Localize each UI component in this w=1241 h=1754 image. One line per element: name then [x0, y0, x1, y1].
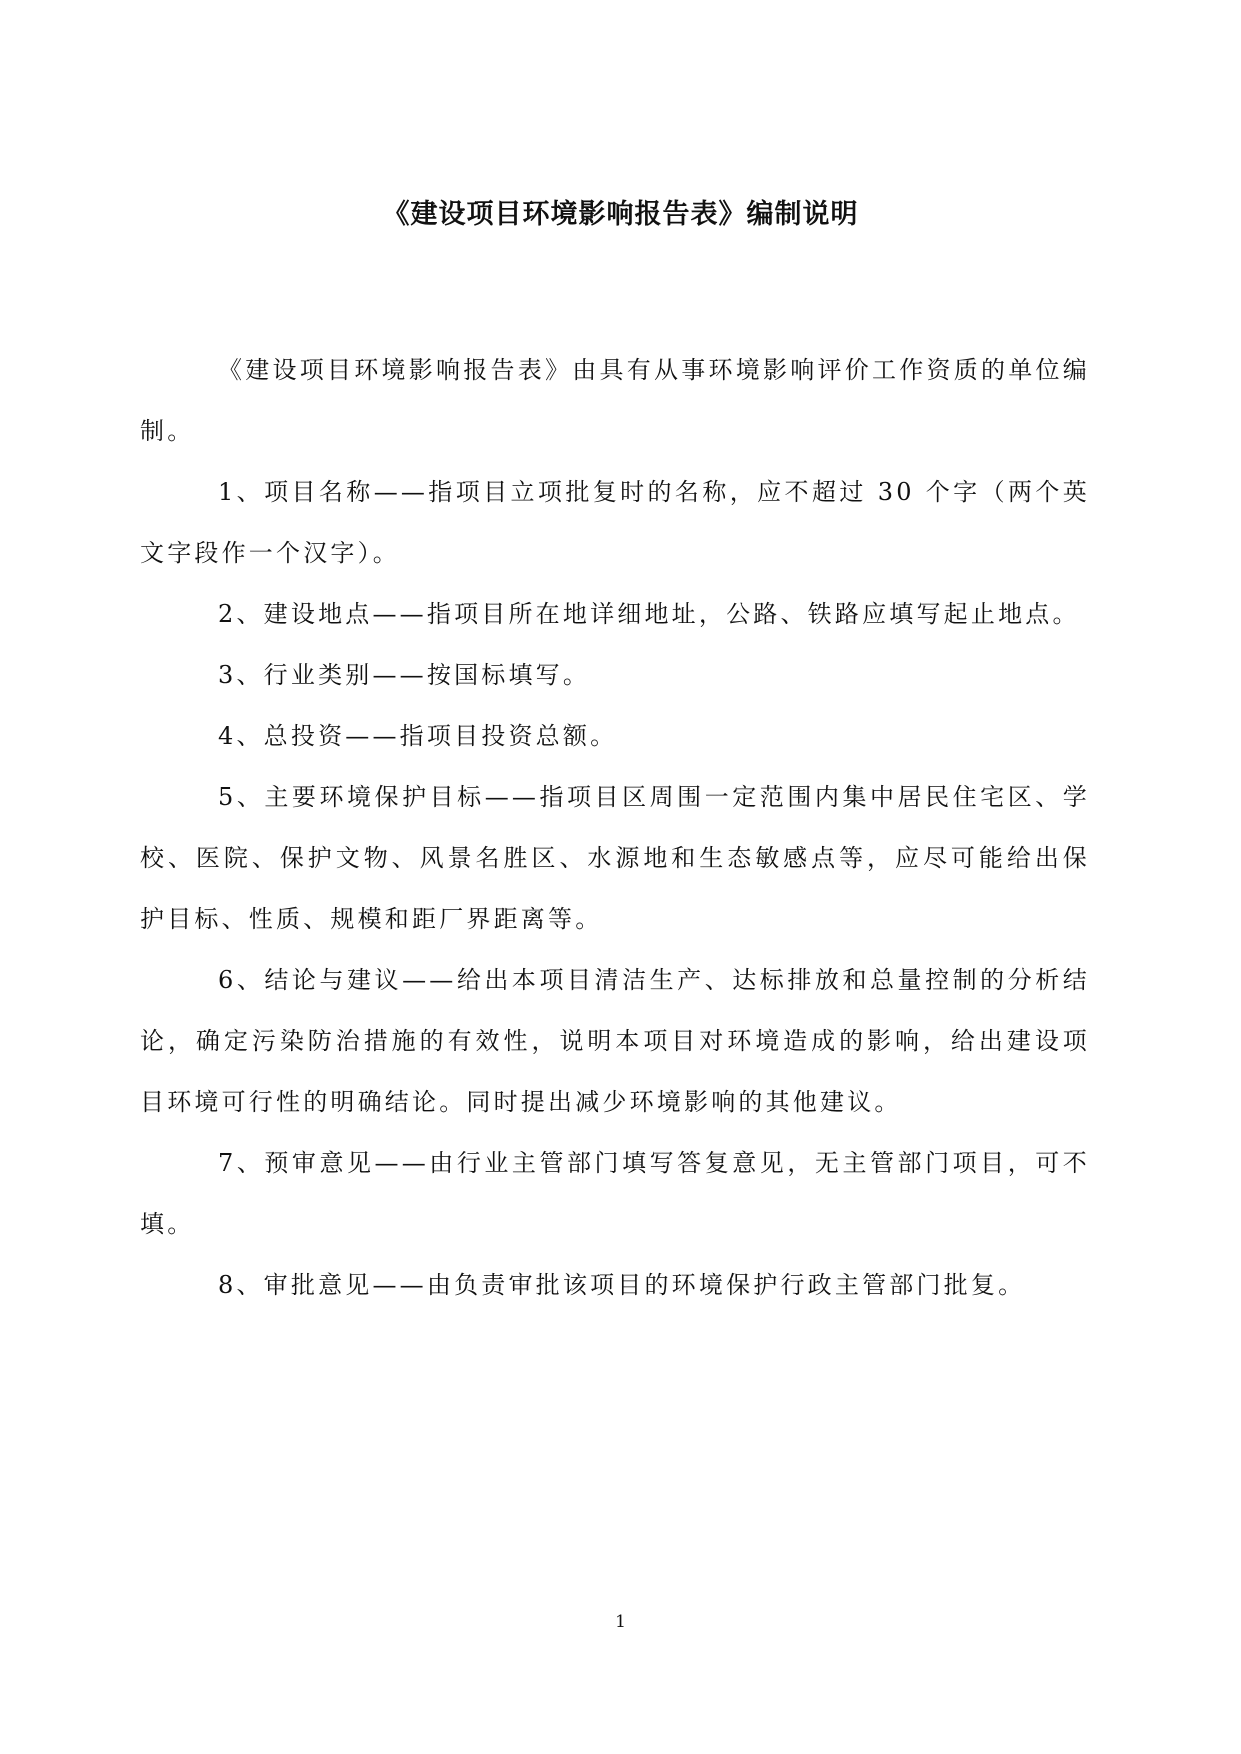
item-project-name: 1、项目名称——指项目立项批复时的名称，应不超过 30 个字（两个英文字段作一个汉字）。	[140, 478, 1090, 567]
item-conclusions: 6、结论与建议——给出本项目清洁生产、达标排放和总量控制的分析结论，确定污染防治措施的有效性，说明本项目对环境造成的影响，给出建设项目环境可行性的明确结论。同时提出减少环境影响的其他建议。	[140, 966, 1090, 1116]
intro-paragraph: 《建设项目环境影响报告表》由具有从事环境影响评价工作资质的单位编制。	[140, 356, 1090, 445]
item-preliminary-review: 7、预审意见——由行业主管部门填写答复意见，无主管部门项目，可不填。	[140, 1149, 1090, 1238]
document-body	[140, 340, 1090, 1316]
item-construction-site: 2、建设地点——指项目所在地详细地址，公路、铁路应填写起止地点。	[218, 600, 1080, 628]
document-title: 《建设项目环境影响报告表》编制说明	[382, 199, 859, 230]
item-protection-targets: 5、主要环境保护目标——指项目区周围一定范围内集中居民住宅区、学校、医院、保护文物、风景名胜区、水源地和生态敏感点等，应尽可能给出保护目标、性质、规模和距厂界距离等。	[140, 783, 1090, 933]
item-approval-opinion: 8、审批意见——由负责审批该项目的环境保护行政主管部门批复。	[218, 1271, 1026, 1299]
page-number: 1	[615, 1612, 626, 1632]
item-industry-category: 3、行业类别——按国标填写。	[218, 661, 591, 689]
item-total-investment: 4、总投资——指项目投资总额。	[218, 722, 618, 750]
